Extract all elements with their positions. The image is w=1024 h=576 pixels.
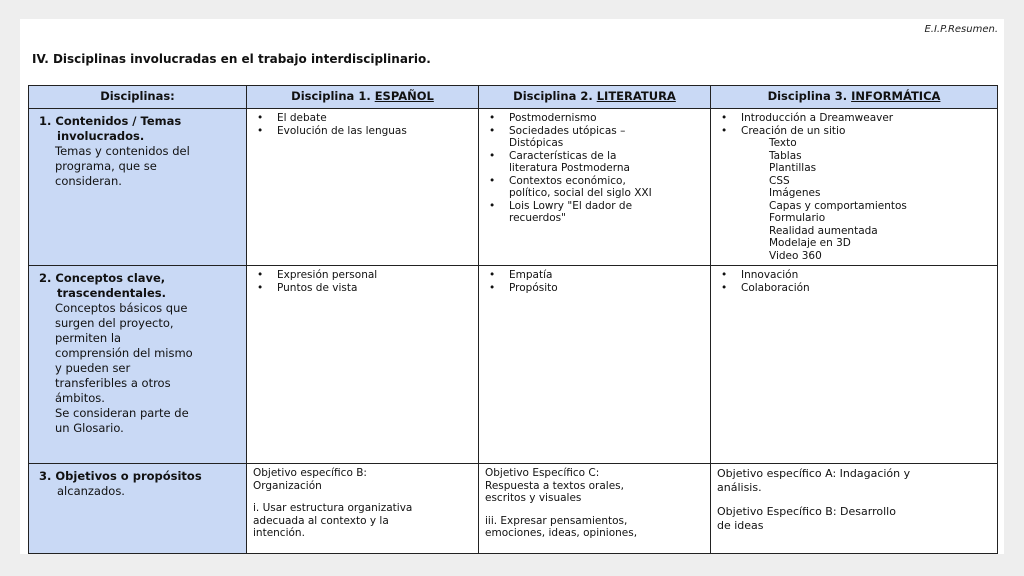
sub-item: Realidad aumentada <box>769 224 878 237</box>
cell-literatura-objetivos <box>479 464 711 554</box>
cell-informatica-objetivos <box>711 464 998 554</box>
text-line: adecuada al contexto y la <box>253 514 389 527</box>
sub-item: CSS <box>769 174 790 187</box>
rowhead-desc-line: consideran. <box>55 174 122 188</box>
list-item: • Expresión personal <box>253 269 472 282</box>
text-line: iii. Expresar pensamientos, <box>485 514 628 527</box>
header-disciplina-1 <box>247 86 479 109</box>
text-line: escritos y visuales <box>485 492 582 504</box>
text-line: intención. <box>253 527 305 539</box>
sub-item: Video 360 <box>769 249 822 262</box>
rowhead-title <box>39 114 236 144</box>
list-item <box>485 150 704 175</box>
rowhead-title-line: 3. Objetivos o propósitos <box>39 469 202 483</box>
rowhead-title <box>39 469 236 499</box>
header-disciplina-3-prefix: Disciplina 3. <box>767 89 852 103</box>
rowhead-objetivos <box>29 464 247 554</box>
header-disciplina-1-prefix: Disciplina 1. <box>291 89 375 103</box>
sub-item: Texto <box>769 137 797 149</box>
header-reference: E.I.P.Resumen. <box>924 24 998 35</box>
text-line: Objetivo Específico C: <box>485 467 600 479</box>
document-page <box>20 19 1004 554</box>
header-disciplina-2 <box>479 86 711 109</box>
rowhead-title-line: trascendentales. <box>57 286 167 300</box>
rowhead-desc-line: Se consideran parte de <box>55 406 189 420</box>
list-item: • Innovación <box>717 269 991 282</box>
text-line: Objetivo Específico B: Desarrollo <box>717 505 896 518</box>
text-line: Organización <box>253 479 322 492</box>
table-header-row <box>29 86 998 109</box>
rowhead-desc-line: ámbitos. <box>55 391 105 405</box>
disciplines-table <box>28 85 998 554</box>
rowhead-desc-line: comprensión del mismo <box>55 346 193 360</box>
cell-informatica-contenidos <box>711 109 998 266</box>
table-row-objetivos <box>29 464 998 554</box>
rowhead-desc-line: Temas y contenidos del <box>55 144 190 158</box>
list-item-line: Distópicas <box>509 137 564 149</box>
text-line: i. Usar estructura organizativa <box>253 502 413 514</box>
list-item: • Colaboración <box>717 282 991 295</box>
rowhead-title-line: alcanzados. <box>57 484 125 498</box>
rowhead-desc-line: surgen del proyecto, <box>55 316 174 330</box>
section-title: IV. Disciplinas involucradas en el trabajo interdisciplinario. <box>32 52 431 66</box>
list-item-line: político, social del siglo XXI <box>509 187 652 199</box>
rowhead-conceptos <box>29 266 247 464</box>
text-line: análisis. <box>717 481 762 494</box>
header-disciplina-3-name: INFORMÁTICA <box>851 89 941 103</box>
text-line: de ideas <box>717 519 764 532</box>
list-item: • Creación de un sitio <box>717 125 991 138</box>
header-disciplina-2-prefix: Disciplina 2. <box>513 89 597 103</box>
text-line: emociones, ideas, opiniones, <box>485 527 638 539</box>
table-row-contenidos <box>29 109 998 266</box>
cell-espanol-contenidos <box>247 109 479 266</box>
list-item: • Propósito <box>485 282 704 295</box>
rowhead-title <box>39 271 236 301</box>
sub-item: Tablas <box>769 149 802 162</box>
list-item-line: recuerdos" <box>509 212 566 224</box>
list-item <box>485 175 704 200</box>
table-row-conceptos <box>29 266 998 464</box>
rowhead-desc-line: permiten la <box>55 331 122 345</box>
list-item-line: Características de la <box>509 149 617 162</box>
sub-item: Formulario <box>769 212 826 224</box>
list-item: • Empatía <box>485 269 704 282</box>
list-item-line: literatura Postmoderna <box>509 162 630 174</box>
rowhead-desc-line: y pueden ser <box>55 361 131 375</box>
text-line: Respuesta a textos orales, <box>485 479 624 492</box>
cell-espanol-conceptos <box>247 266 479 464</box>
rowhead-desc-line: Conceptos básicos que <box>55 301 188 315</box>
list-item <box>485 200 704 225</box>
rowhead-title-line: 1. Contenidos / Temas <box>39 114 182 128</box>
header-disciplina-3 <box>711 86 998 109</box>
sub-item: Modelaje en 3D <box>769 237 851 249</box>
cell-literatura-contenidos <box>479 109 711 266</box>
list-item: • Postmodernismo <box>485 112 704 125</box>
sub-item: Plantillas <box>769 162 817 174</box>
list-item: • Puntos de vista <box>253 282 472 295</box>
header-disciplina-2-name: LITERATURA <box>596 89 676 103</box>
header-disciplinas: Disciplinas: <box>29 86 247 109</box>
text-line: Objetivo específico A: Indagación y <box>717 467 911 480</box>
cell-literatura-conceptos <box>479 266 711 464</box>
rowhead-desc-line: programa, que se <box>55 159 157 173</box>
header-disciplina-1-name: ESPAÑOL <box>374 89 434 103</box>
rowhead-contenidos <box>29 109 247 266</box>
list-item-line: Sociedades utópicas – <box>509 124 626 137</box>
rowhead-title-line: involucrados. <box>57 129 145 143</box>
list-item: • El debate <box>253 112 472 125</box>
rowhead-desc-line: transferibles a otros <box>55 376 171 390</box>
cell-espanol-objetivos <box>247 464 479 554</box>
list-item <box>485 125 704 150</box>
list-item-line: Contextos económico, <box>509 174 626 187</box>
rowhead-desc-line: un Glosario. <box>55 421 124 435</box>
list-item: • Evolución de las lenguas <box>253 125 472 138</box>
list-item: • Introducción a Dreamweaver <box>717 112 991 125</box>
sub-item: Imágenes <box>769 187 821 199</box>
list-item-line: Lois Lowry "El dador de <box>509 199 633 212</box>
sub-item: Capas y comportamientos <box>769 199 907 212</box>
cell-informatica-conceptos <box>711 266 998 464</box>
text-line: Objetivo específico B: <box>253 467 367 479</box>
rowhead-title-line: 2. Conceptos clave, <box>39 271 166 285</box>
